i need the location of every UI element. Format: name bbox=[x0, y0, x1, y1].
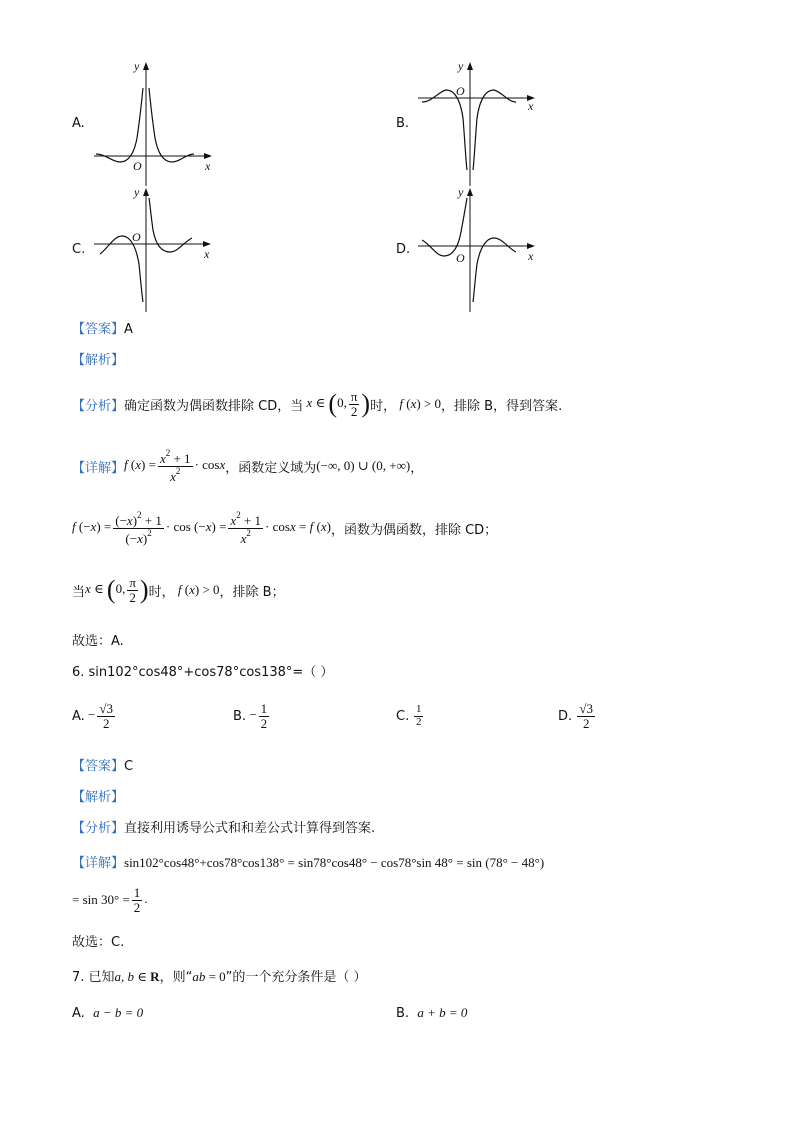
detail-text-2: ，函数为偶函数，排除 CD； bbox=[330, 522, 498, 538]
graph-c-y-label: y bbox=[134, 185, 140, 199]
q6-option-b-label: B. bbox=[233, 708, 247, 724]
fenxi-tag: 【分析】 bbox=[72, 821, 125, 836]
q6-option-d-label: D. bbox=[558, 708, 573, 724]
graph-d-x-label: x bbox=[528, 249, 534, 263]
graph-b-y-label: y bbox=[458, 59, 464, 73]
q5-answer bbox=[72, 318, 133, 337]
fenxi-tag: 【分析】 bbox=[72, 398, 125, 414]
detail-text-3: 当 bbox=[72, 584, 86, 600]
q7-option-b-label: B. bbox=[396, 1006, 410, 1021]
q6-option-a-value: − $\frac{√3}{2}$ bbox=[84, 700, 114, 731]
answer-value: A bbox=[124, 322, 133, 337]
detail-eq-2-fraction: $\frac{1}{2}$ . bbox=[133, 884, 148, 915]
option-d-label: D. bbox=[396, 242, 411, 257]
q7-stem-pre: 7. 已知 bbox=[72, 970, 115, 985]
graph-a-x-label: x bbox=[205, 159, 211, 173]
q5-detail-line2 bbox=[72, 506, 497, 550]
q6-detail-line1 bbox=[72, 852, 544, 871]
domain-expr: (−∞, 0) ∪ (0, +∞) bbox=[316, 458, 411, 473]
detail-tag: 【详解】 bbox=[72, 856, 125, 871]
q6-option-b bbox=[233, 696, 271, 736]
q7-set-expr: a, b ∈ R bbox=[114, 969, 160, 984]
graph-d bbox=[414, 184, 544, 314]
q6-choose: 故选：C. bbox=[72, 935, 125, 950]
q6-stem: 6. sin102°cos48°+cos78°cos138°=（ ） bbox=[72, 665, 334, 680]
graph-c bbox=[90, 184, 220, 314]
detail-tag: 【详解】 bbox=[72, 460, 125, 476]
q6-analysis-tag: 【解析】 bbox=[72, 790, 125, 805]
q7-option-b-value: a + b = 0 bbox=[417, 1005, 468, 1020]
q7-stem-post: ”的一个充分条件是（ ） bbox=[225, 970, 367, 985]
fenxi-text-1: 确定函数为偶函数排除 CD，当 bbox=[124, 398, 304, 414]
q6-option-c-label: C. bbox=[396, 708, 410, 724]
graph-d-origin: O bbox=[456, 251, 465, 265]
detail-eq-1: sin102°cos48°+cos78°cos138° = sin78°cos48° − cos78°sin 48° = sin (78° − 48°) bbox=[124, 855, 545, 870]
q7-option-a-value: a − b = 0 bbox=[93, 1005, 144, 1020]
graph-a bbox=[90, 58, 220, 188]
q7-stem bbox=[72, 966, 367, 985]
positive-expr-2: f (x) > 0 bbox=[174, 582, 220, 597]
interval-expr-2: x ∈ (0, $\frac{\pi}{2}$ ) bbox=[85, 574, 149, 605]
positive-expr-1: f (x) > 0 bbox=[396, 396, 442, 411]
q6-option-d-value: $\frac{√3}{2}$ bbox=[579, 700, 594, 731]
interval-expr-1: x ∈ (0, $\frac{\pi}{2}$ ) bbox=[303, 388, 371, 419]
q7-stem-mid: ，则“ bbox=[159, 970, 193, 985]
function-def: f (x) = $\frac{x^2 + 1}{x^2}$ · cosx bbox=[124, 447, 226, 484]
q7-option-a-label: A. bbox=[72, 1006, 85, 1021]
q7-option-a bbox=[72, 1005, 143, 1021]
q7-option-b bbox=[396, 1005, 467, 1021]
detail-text-4: 时， bbox=[148, 584, 175, 600]
detail-text-5: ，排除 B； bbox=[219, 584, 285, 600]
answer-tag: 【答案】 bbox=[72, 322, 125, 337]
graph-c-x-label: x bbox=[204, 247, 210, 261]
q5-choose: 故选：A. bbox=[72, 634, 124, 649]
detail-eq-2: = sin 30° = bbox=[72, 892, 130, 907]
q6-option-b-value: − $\frac{1}{2}$ bbox=[246, 700, 268, 731]
detail-text-1: ，函数定义域为 bbox=[225, 460, 317, 476]
option-b-label: B. bbox=[396, 116, 410, 131]
graph-b bbox=[414, 58, 544, 188]
fenxi-text-2: 时， bbox=[370, 398, 397, 414]
option-c-label: C. bbox=[72, 242, 86, 257]
q5-fenxi bbox=[72, 384, 562, 424]
fenxi-text-3: ，排除 B，得到答案. bbox=[441, 398, 563, 414]
graph-d-y-label: y bbox=[458, 185, 464, 199]
graph-b-origin: O bbox=[456, 84, 465, 98]
q6-option-a bbox=[72, 696, 117, 736]
q6-fenxi bbox=[72, 817, 375, 836]
answer-value: C bbox=[124, 759, 134, 774]
q7-condition-expr: ab = 0 bbox=[192, 969, 226, 984]
q5-detail-line1: 【详解】 f (x) = $\frac{x^2 + 1}{x^2}$ · cosx ，函数定义域为 (−∞, 0) ∪ (0, +∞) ， bbox=[72, 447, 424, 484]
graph-c-origin: O bbox=[132, 230, 141, 244]
q6-option-a-label: A. bbox=[72, 708, 85, 724]
answer-tag: 【答案】 bbox=[72, 759, 125, 774]
q6-detail-line2 bbox=[72, 880, 148, 920]
graph-b-x-label: x bbox=[528, 99, 534, 113]
q6-option-c-value: $\frac{1}{2}$ bbox=[415, 702, 422, 728]
even-check: f (−x) = $\frac{(-x)^2 + 1}{(-x)^2}$ · cos (−x) = $\frac{x^2 + 1}{x^2}$ · cosx = f (x) bbox=[72, 509, 331, 546]
graph-a-y-label: y bbox=[134, 59, 140, 73]
fenxi-text: 直接利用诱导公式和和差公式计算得到答案. bbox=[124, 821, 376, 836]
graph-a-origin: O bbox=[133, 159, 142, 173]
q5-analysis-tag: 【解析】 bbox=[72, 353, 125, 368]
q5-detail-line3 bbox=[72, 570, 285, 610]
option-a-label: A. bbox=[72, 116, 85, 131]
q6-option-c bbox=[396, 696, 425, 736]
q6-option-d bbox=[558, 696, 597, 736]
q6-answer bbox=[72, 755, 133, 774]
